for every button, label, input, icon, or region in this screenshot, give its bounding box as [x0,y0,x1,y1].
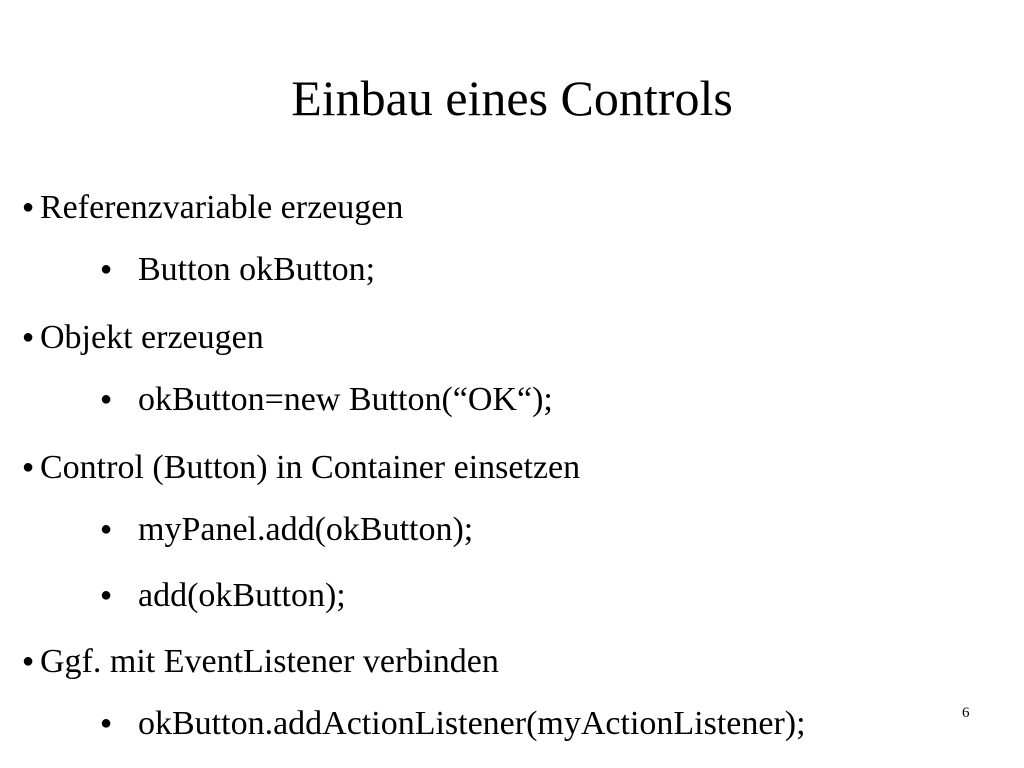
page-number: 6 [962,705,970,721]
bullet-item-eventlistener [22,640,499,686]
sub-bullet-icon: ● [100,584,113,607]
bullet-text: Ggf. mit EventListener verbinden [40,643,499,680]
sub-bullet-text: okButton=new Button(“OK“); [138,381,553,418]
bullet-text: Objekt erzeugen [40,319,264,356]
bullet-icon: ● [22,650,35,673]
sub-bullet-item-button-declaration [100,248,375,294]
bullet-icon: ● [22,456,35,479]
bullet-item-control-einsetzen [22,446,580,492]
sub-bullet-text: myPanel.add(okButton); [138,511,474,548]
sub-bullet-item-new-button [100,378,553,424]
bullet-item-objekt-erzeugen [22,316,264,362]
bullet-item-referenzvariable [22,186,403,232]
sub-bullet-item-action-listener [100,702,806,748]
bullet-icon: ● [22,196,35,219]
sub-bullet-text: add(okButton); [138,577,346,614]
bullet-text: Referenzvariable erzeugen [40,189,404,226]
sub-bullet-icon: ● [100,518,113,541]
sub-bullet-item-panel-add [100,508,473,554]
slide-title: Einbau eines Controls [291,70,733,126]
sub-bullet-icon: ● [100,258,113,281]
sub-bullet-icon: ● [100,388,113,411]
bullet-icon: ● [22,326,35,349]
bullet-text: Control (Button) in Container einsetzen [40,449,581,486]
sub-bullet-item-add [100,574,346,620]
sub-bullet-icon: ● [100,712,113,735]
sub-bullet-text: Button okButton; [138,251,376,288]
sub-bullet-text: okButton.addActionListener(myActionListener); [138,705,806,742]
